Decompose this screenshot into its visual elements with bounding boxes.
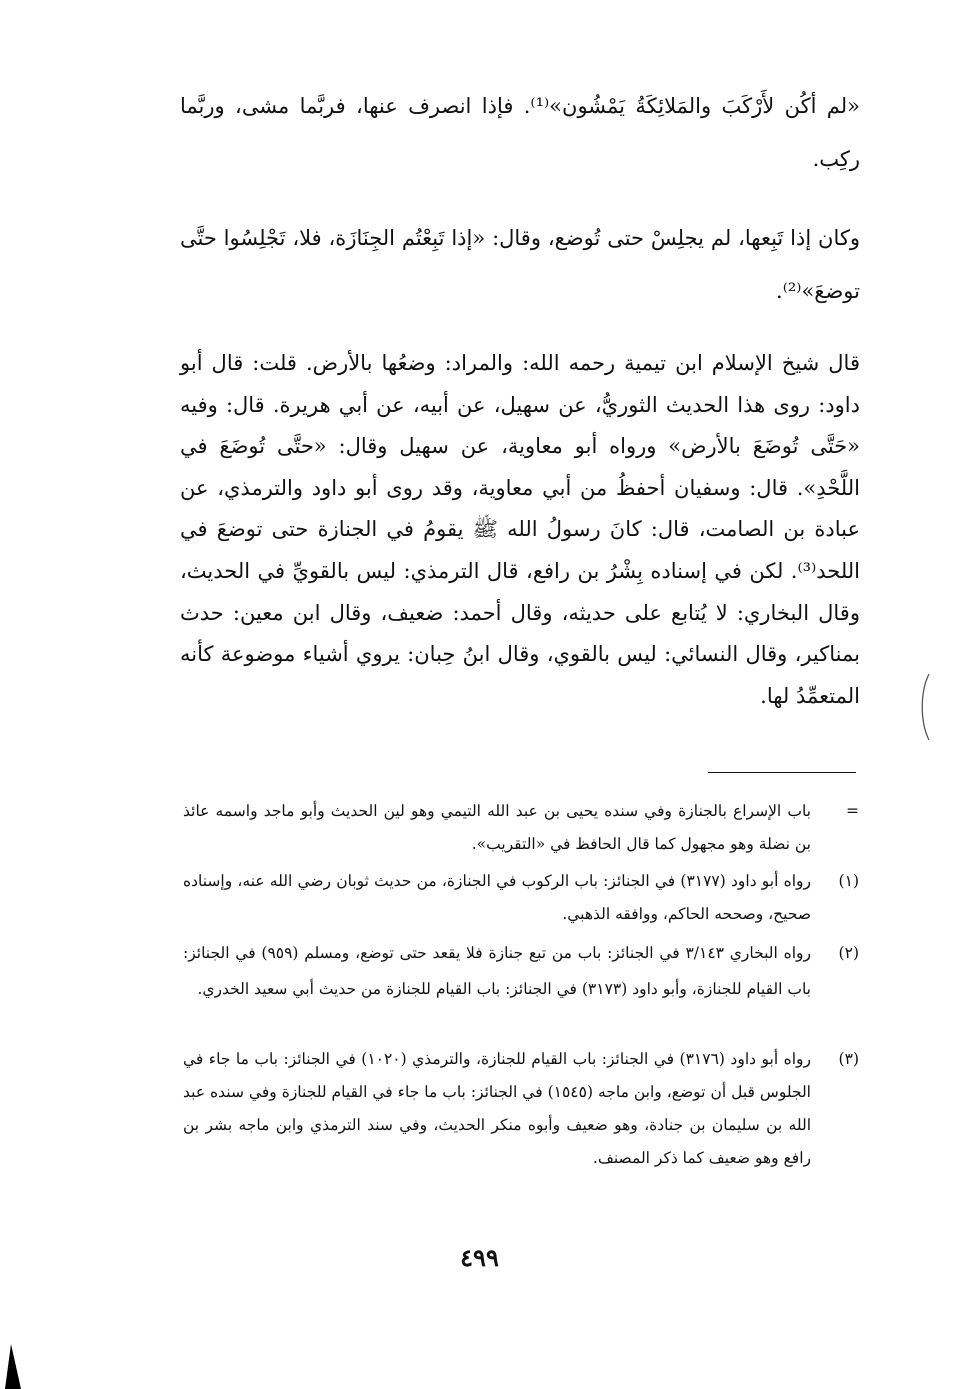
footnote-item [183,865,859,931]
margin-bracket-mark [918,672,932,742]
footnote-text: رواه أبو داود (٣١٧٦) في الجنائز: باب القيام للجنازة، والترمذي (١٠٢٠) في الجنائز: باب ما جاء في الجلوس قبل أن توضع، وابن ماجه (١٥٤٥) في الجنائز: باب ما جاء في القيام للجنازة وفي سنده عبد الله بن سليمان بن جنادة، وهو ضعيف وأبوه منكر الحديث، وفي سند الترمذي وابن ماجه بشر بن رافع وهو ضعيف كما ذكر المصنف. [183,1050,811,1167]
footnote-item [183,1043,859,1175]
footnote-continuation [183,795,859,861]
footnote-divider [708,772,856,773]
footnote-item [183,935,859,1007]
body-paragraph: «لم أكُن لأَرْكَبَ والمَلائِكَةُ يَمْشُون»⁽¹⁾. فإذا انصرف عنها، فربَّما مشى، وربَّما ركِب. [180,94,861,171]
body-paragraph: قال شيخ الإسلام ابن تيمية رحمه الله: والمراد: وضعُها بالأرض. قلت: قال أبو داود: روى هذا الحديث الثوريُّ، عن سهيل، عن أبيه، عن أبي هريرة. قال: وفيه «حَتَّى تُوضَعَ بالأرض» ورواه أبو معاوية، عن سهيل وقال: «حتَّى تُوضَعَ في اللَّحْدِ». قال: وسفيان أحفظُ من أبي معاوية، وقد روى أبو داود والترمذي، عن عبادة بن الصامت، قال: كانَ رسولُ الله ﷺ يقومُ في الجنازة حتى توضعَ في اللحد⁽³⁾. لكن في إسناده بِشْرُ بن رافع، قال الترمذي: ليس بالقويِّ في الحديث، وقال البخاري: لا يُتابع على حديثه، وقال أحمد: ضعيف، وقال ابن معين: حدث بمناكير، وقال النسائي: ليس بالقوي، وقال ابنُ حِبان: يروي أشياء موضوعة كأنه المتعمِّدُ لها. [180,351,860,708]
page-number: ٤٩٩ [460,1243,499,1272]
footnote-text: رواه البخاري ٣/١٤٣ في الجنائز: باب من تبع جنازة فلا يقعد حتى توضع، ومسلم (٩٥٩) في الجنائز: باب القيام للجنازة، وأبو داود (٣١٧٣) في الجنائز: باب القيام للجنازة من حديث أبي سعيد الخدري. [183,944,811,998]
footnote-marker: (٢) [838,944,859,962]
footnote-marker: (٣) [838,1050,859,1068]
footnote-marker: (١) [838,872,859,890]
footnote-text: رواه أبو داود (٣١٧٧) في الجنائز: باب الركوب في الجنازة، من حديث ثوبان رضي الله عنه، وإسناده صحيح، وصححه الحاكم، ووافقه الذهبي. [183,872,811,923]
corner-scan-mark [5,1344,27,1389]
footnote-text: باب الإسراع بالجنازة وفي سنده يحيى بن عبد الله التيمي وهو لين الحديث وأبو ماجد واسمه عائذ بن نضلة وهو مجهول كما قال الحافظ في «التقريب». [183,802,811,853]
body-paragraph: وكان إذا تَبِعها، لم يجلِسْ حتى تُوضع، وقال: «إذا تَبِعْتُم الجِنَازَة، فلا، تَجْلِسُوا حتَّى توضعَ»⁽²⁾. [180,226,860,303]
footnote-marker: = [846,802,859,820]
